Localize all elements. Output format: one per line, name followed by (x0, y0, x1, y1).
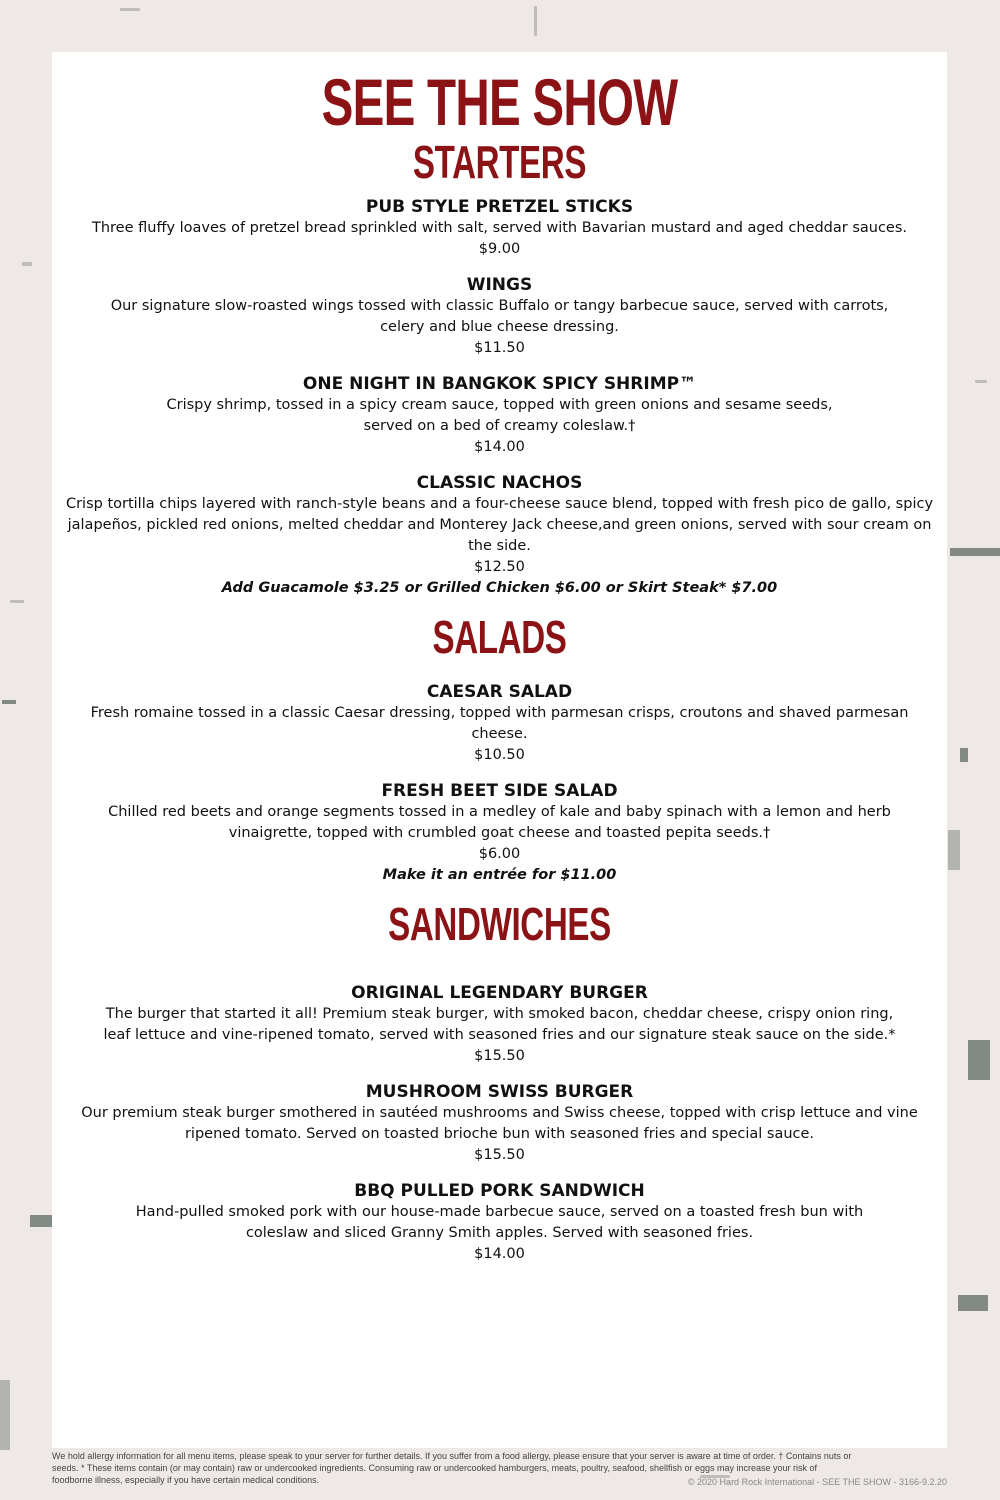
section-title-starters: STARTERS (412, 136, 587, 188)
item-price: $14.00 (474, 439, 525, 455)
item-name: FRESH BEET SIDE SALAD (381, 781, 618, 801)
item-description: Our premium steak burger smothered in sautéed mushrooms and Swiss cheese, topped with crisp lettuce and vine ripened tomato. Served on toasted brioche bun with seasoned fries and special sauce. (81, 1105, 918, 1142)
section-title-salads: SALADS (432, 611, 567, 663)
menu-item-wings (52, 274, 947, 359)
menu-item-legendary-burger (52, 982, 947, 1067)
item-price: $12.50 (474, 559, 525, 575)
item-add-on-note: Add Guacamole $3.25 or Grilled Chicken $6.00 or Skirt Steak* $7.00 (221, 580, 778, 596)
menu-item-beet-salad (52, 780, 947, 886)
item-add-on-note: Make it an entrée for $11.00 (382, 867, 617, 883)
item-price: $15.50 (474, 1048, 525, 1064)
item-price: $6.00 (478, 846, 521, 862)
item-name: CLASSIC NACHOS (416, 473, 583, 493)
footer (52, 1450, 947, 1486)
page-title: SEE THE SHOW (321, 65, 678, 139)
item-name: CAESAR SALAD (426, 682, 573, 702)
section-title-sandwiches: SANDWICHES (388, 898, 611, 950)
item-price: $9.00 (478, 241, 521, 257)
item-price: $11.50 (474, 340, 525, 356)
menu-item-mushroom-swiss-burger (52, 1081, 947, 1166)
item-price: $14.00 (474, 1246, 525, 1262)
item-description: Crisp tortilla chips layered with ranch-style beans and a four-cheese sauce blend, topped with fresh pico de gallo, spicy jalapeños, pickled red onions, melted cheddar and Monterey Jack cheese,and green onions, served with sour cream on the side. (65, 496, 934, 554)
item-description: Crispy shrimp, tossed in a spicy cream sauce, topped with green onions and sesame seeds, served on a bed of creamy coleslaw.† (166, 397, 833, 434)
item-name: ONE NIGHT IN BANGKOK SPICY SHRIMP™ (302, 374, 697, 394)
item-name: WINGS (466, 275, 533, 295)
item-description: Three fluffy loaves of pretzel bread sprinkled with salt, served with Bavarian mustard and aged cheddar sauces. (91, 220, 908, 236)
section-sandwiches (52, 896, 947, 1265)
item-description: Fresh romaine tossed in a classic Caesar dressing, topped with parmesan crisps, croutons and shaved parmesan cheese. (90, 705, 909, 742)
menu-item-bangkok-shrimp (52, 373, 947, 458)
item-description: The burger that started it all! Premium steak burger, with smoked bacon, cheddar cheese, crispy onion ring, leaf lettuce and vine-ripened tomato, served with seasoned fries and our signature steak sauce on the side.* (103, 1006, 896, 1043)
section-starters (52, 134, 947, 599)
copyright-notice: © 2020 Hard Rock International - SEE THE SHOW - 3166-9.2.20 (687, 1477, 947, 1487)
item-name: PUB STYLE PRETZEL STICKS (365, 197, 634, 217)
item-name: MUSHROOM SWISS BURGER (365, 1082, 634, 1102)
item-description: Our signature slow-roasted wings tossed with classic Buffalo or tangy barbecue sauce, served with carrots, celery and blue cheese dressing. (110, 298, 889, 335)
item-description: Hand-pulled smoked pork with our house-made barbecue sauce, served on a toasted fresh bun with coleslaw and sliced Granny Smith apples. Served with seasoned fries. (135, 1204, 864, 1241)
menu-item-bbq-pulled-pork (52, 1180, 947, 1265)
item-name: BBQ PULLED PORK SANDWICH (354, 1181, 645, 1201)
allergy-disclaimer: We hold allergy information for all menu items, please speak to your server for further details. If you suffer from a food allergy, please ensure that your server is aware at time of order. † Contains nuts or seeds. * These items contain (or may contain) raw or undercooked ingredients. Consuming raw or undercooked hamburgers, meats, poultry, seafood, shellfish or eggs may increase your risk of foodborne illness, especially if you have certain medical conditions. (52, 1451, 852, 1485)
item-description: Chilled red beets and orange segments tossed in a medley of kale and baby spinach with a lemon and herb vinaigrette, topped with crumbled goat cheese and toasted pepita seeds.† (108, 804, 891, 841)
menu-item-classic-nachos (52, 472, 947, 599)
menu-item-pretzel-sticks (52, 196, 947, 260)
item-price: $15.50 (474, 1147, 525, 1163)
menu-content (52, 52, 947, 1265)
item-name: ORIGINAL LEGENDARY BURGER (351, 983, 648, 1003)
item-price: $10.50 (474, 747, 525, 763)
menu-item-caesar-salad (52, 681, 947, 766)
section-salads (52, 609, 947, 886)
